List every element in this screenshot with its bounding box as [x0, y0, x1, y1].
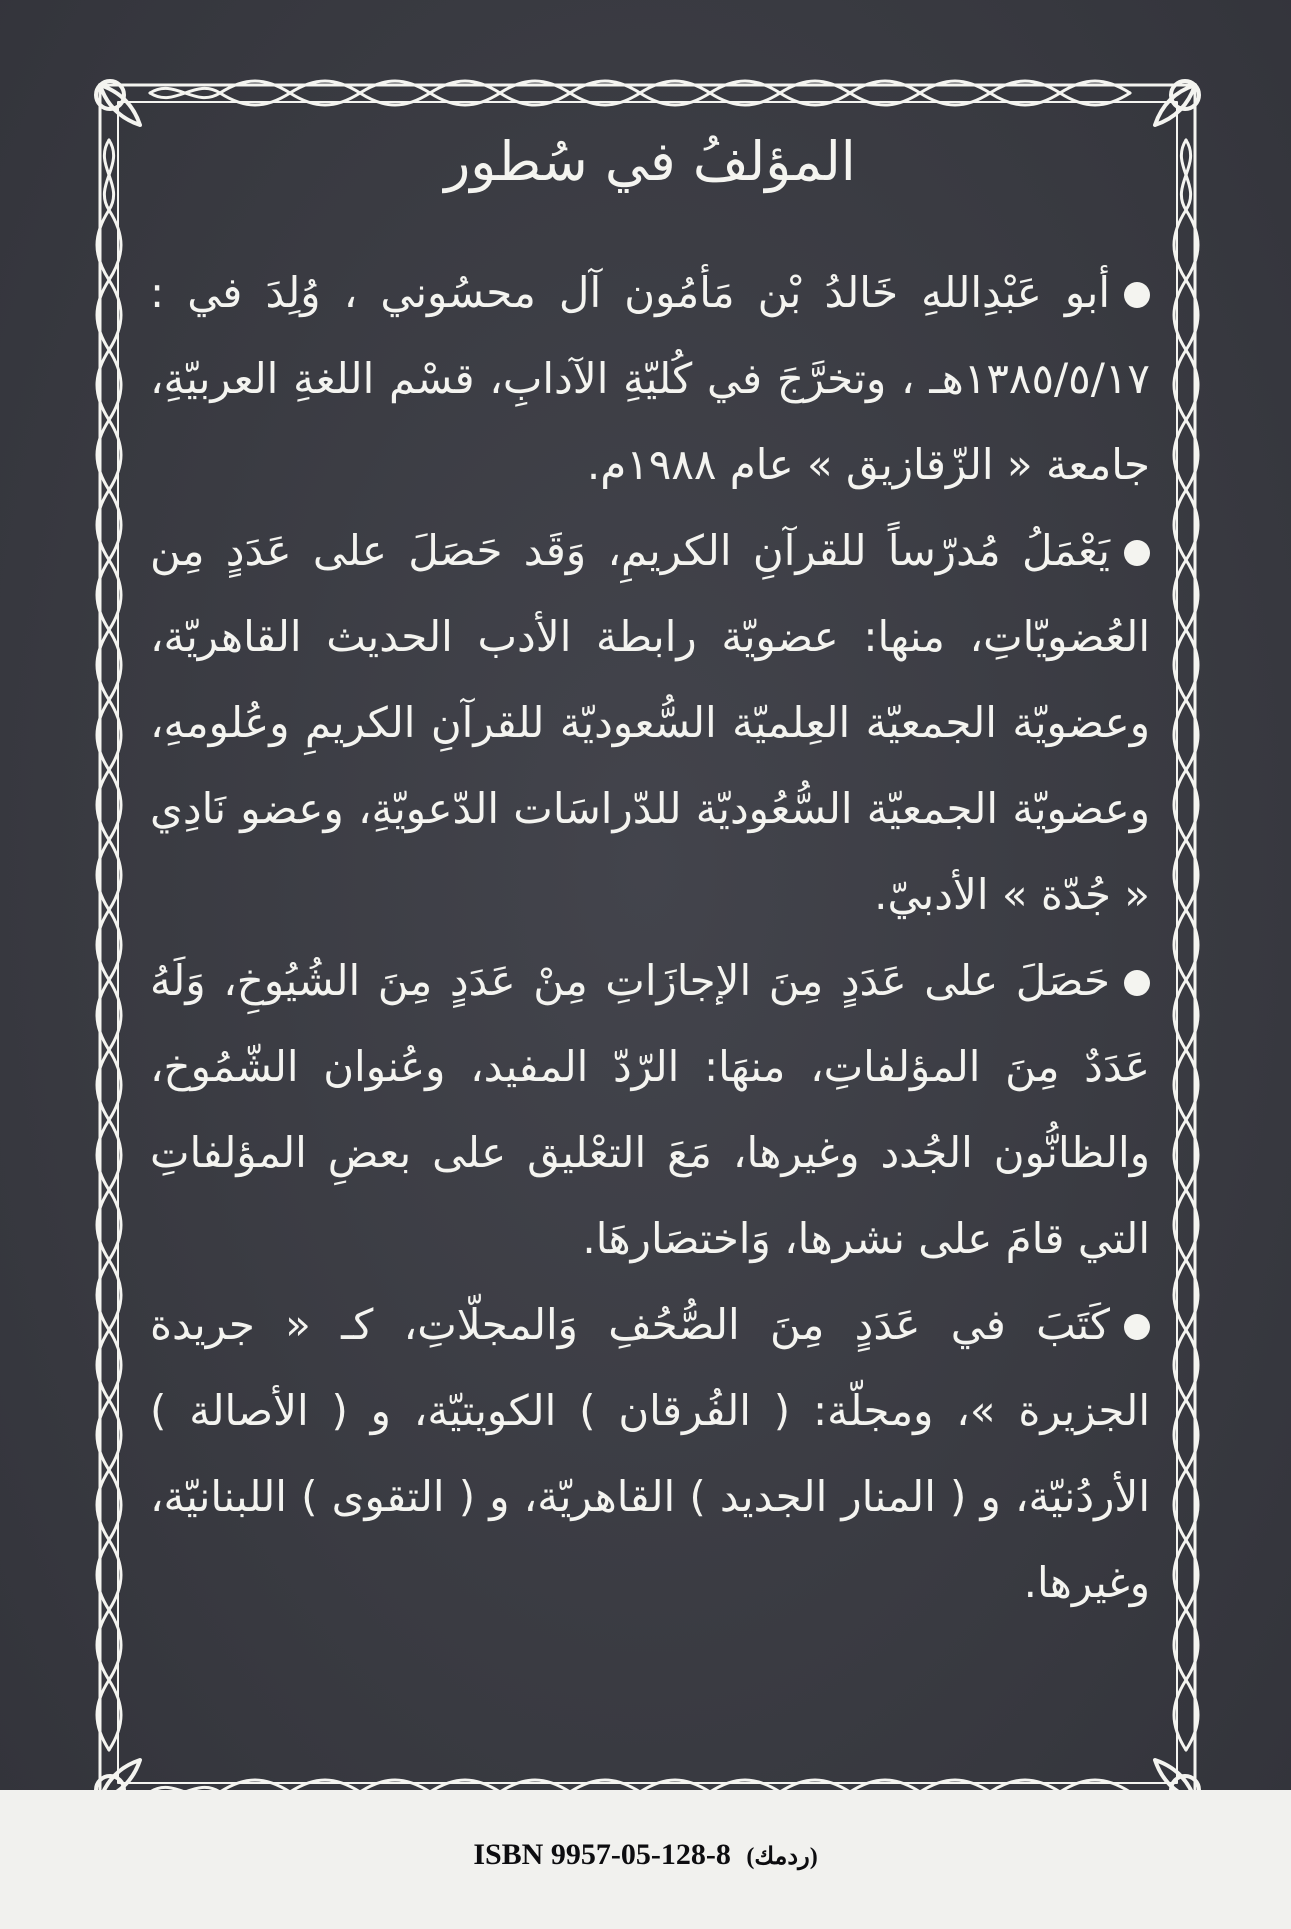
bio-title: المؤلفُ في سُطور	[444, 130, 856, 193]
bullet-icon	[1124, 970, 1150, 996]
bio-paragraph-text: حَصَلَ على عَدَدٍ مِنَ الإجازَاتِ مِنْ عَدَدٍ مِنَ الشُيُوخِ، وَلَهُ عَدَدٌ مِنَ المؤلفاتِ، منهَا: الرّدّ المفيد، وعُنوان الشّمُوخ، والظانُّون الجُدد وغيرها، مَعَ التعْليق على بعضِ المؤلفاتِ التي قامَ على نشرها، وَاختصَارهَا.	[150, 955, 1150, 1263]
bullet-icon	[1124, 282, 1150, 308]
isbn-number: ISBN 9957-05-128-8	[473, 1838, 731, 1871]
author-bio-panel	[150, 130, 1150, 1670]
bio-paragraph-publications	[150, 1282, 1150, 1626]
bullet-icon	[1124, 540, 1150, 566]
bio-paragraph-text: أبو عَبْدِاللهِ خَالدُ بْن مَأمُون آل محسُوني ، وُلِدَ في : ١٣٨٥/٥/١٧هـ ، وتخرَّجَ في كُليّةِ الآدابِ، قسْم اللغةِ العربيّةِ، جامعة « الزّقازيق » عام ١٩٨٨م.	[150, 267, 1150, 489]
isbn-line	[0, 1838, 1291, 1872]
bio-paragraph-text: يَعْمَلُ مُدرّساً للقرآنِ الكريمِ، وَقَد حَصَلَ على عَدَدٍ مِن العُضويّاتِ، منها: عضويّة رابطة الأدب الحديث القاهريّة، وعضويّة الجمعيّة العِلميّة السُّعوديّة للقرآنِ الكريمِ وعُلومهِ، وعضويّة الجمعيّة السُّعُوديّة للدّراسَات الدّعويّةِ، وعضو نَادِي « جُدّة » الأدبيّ.	[150, 525, 1150, 919]
bullet-icon	[1124, 1314, 1150, 1340]
isbn-arabic-label: (ردمك)	[746, 1844, 818, 1870]
bio-paragraph-text: كَتَبَ في عَدَدٍ مِنَ الصُّحُفِ وَالمجلّاتِ، كـ « جريدة الجزيرة »، ومجلّة: ( الفُرقان ) الكويتيّة، و ( الأصالة ) الأردُنيّة، و ( المنار الجديد ) القاهريّة، و ( التقوى ) اللبنانيّة، وغيرها.	[150, 1299, 1150, 1607]
bio-paragraph-works	[150, 938, 1150, 1282]
bio-paragraph-birth	[150, 250, 1150, 508]
bio-paragraph-memberships	[150, 508, 1150, 938]
